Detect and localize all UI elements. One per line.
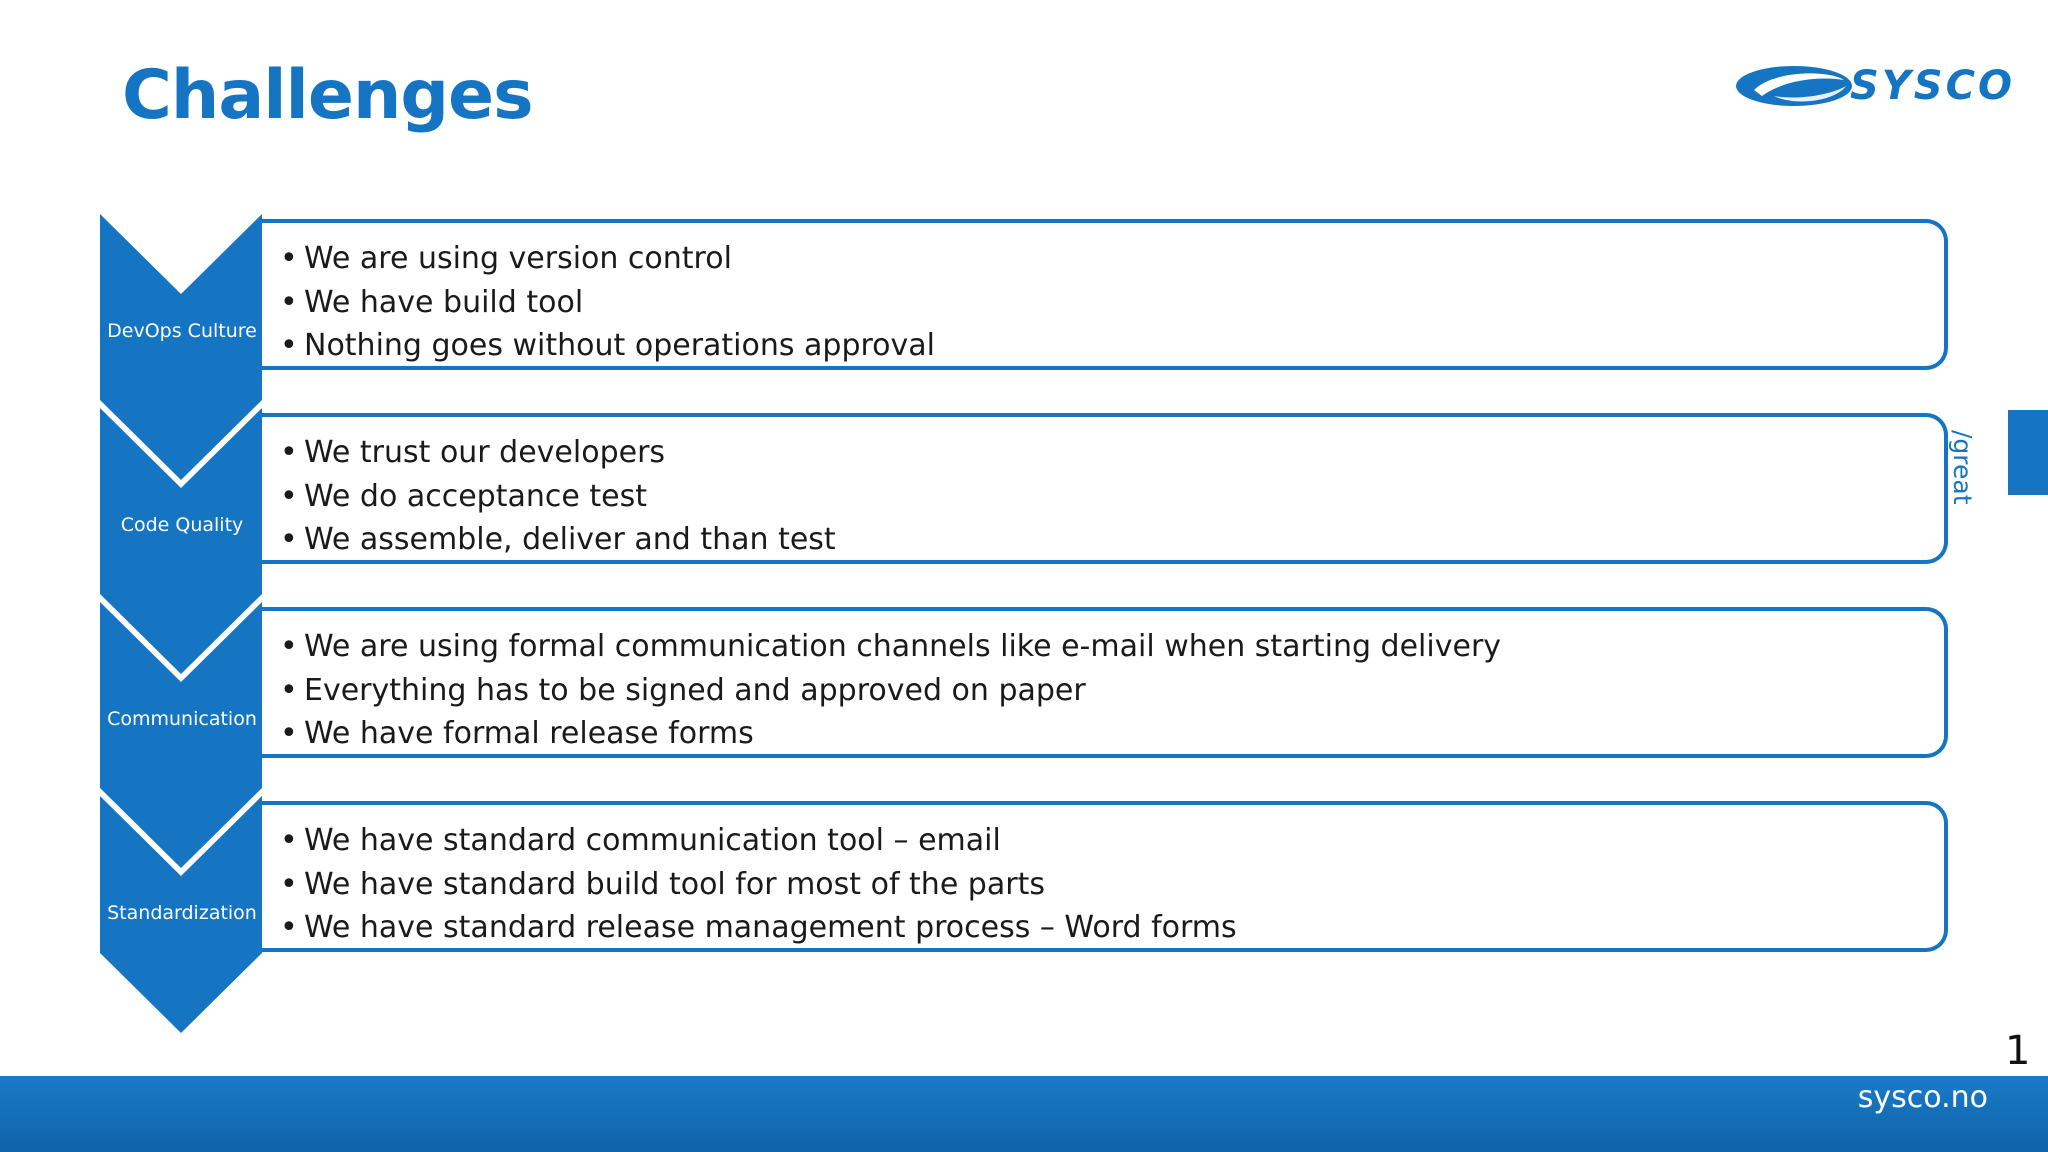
bullet-item: • We have standard build tool for most of the parts: [280, 866, 1045, 902]
slide-title: Challenges: [122, 56, 533, 135]
bullet-item: • We are using formal communication channels like e-mail when starting delivery: [280, 629, 1502, 664]
stage-box-devops-culture: [262, 219, 1948, 370]
bullet-item: • We trust our developers: [280, 435, 666, 470]
bullet-item: • Nothing goes without operations approval: [280, 328, 936, 363]
bullet-list: [262, 223, 1944, 368]
bullet-list: [262, 805, 1944, 950]
footer-bar: [0, 1076, 2048, 1152]
stage-label-standardization: Standardization: [107, 902, 257, 924]
stage-chevrons: [0, 0, 300, 1152]
bullet-item: • We have build tool: [280, 284, 584, 320]
side-tab-text: /great stories: [1948, 430, 1977, 597]
side-tab: [2008, 410, 2048, 495]
stage-box-communication: [262, 607, 1948, 758]
bullet-item: • We have formal release forms: [280, 716, 754, 751]
stage-label-code-quality: Code Quality: [120, 514, 244, 536]
footer-url: sysco.no: [1857, 1080, 1988, 1115]
stage-box-code-quality: [262, 413, 1948, 564]
bullet-list: [262, 417, 1944, 562]
bullet-item: • Everything has to be signed and approved on paper: [280, 672, 1086, 708]
stage-label-devops-culture: DevOps Culture: [107, 320, 257, 342]
bullet-item: • We are using version control: [280, 241, 732, 276]
logo-text: SYSCO: [1850, 63, 2015, 109]
bullet-item: • We have standard communication tool – email: [280, 823, 1001, 858]
bullet-item: • We have standard release management process – Word forms: [280, 910, 1237, 945]
stage-box-standardization: [262, 801, 1948, 952]
bullet-list: [262, 611, 1944, 756]
page-number: 1: [2005, 1028, 2031, 1074]
bullet-item: • We assemble, deliver and than test: [280, 522, 836, 557]
stage-label-communication: Communication: [107, 708, 257, 730]
bullet-item: • We do acceptance test: [280, 478, 647, 514]
